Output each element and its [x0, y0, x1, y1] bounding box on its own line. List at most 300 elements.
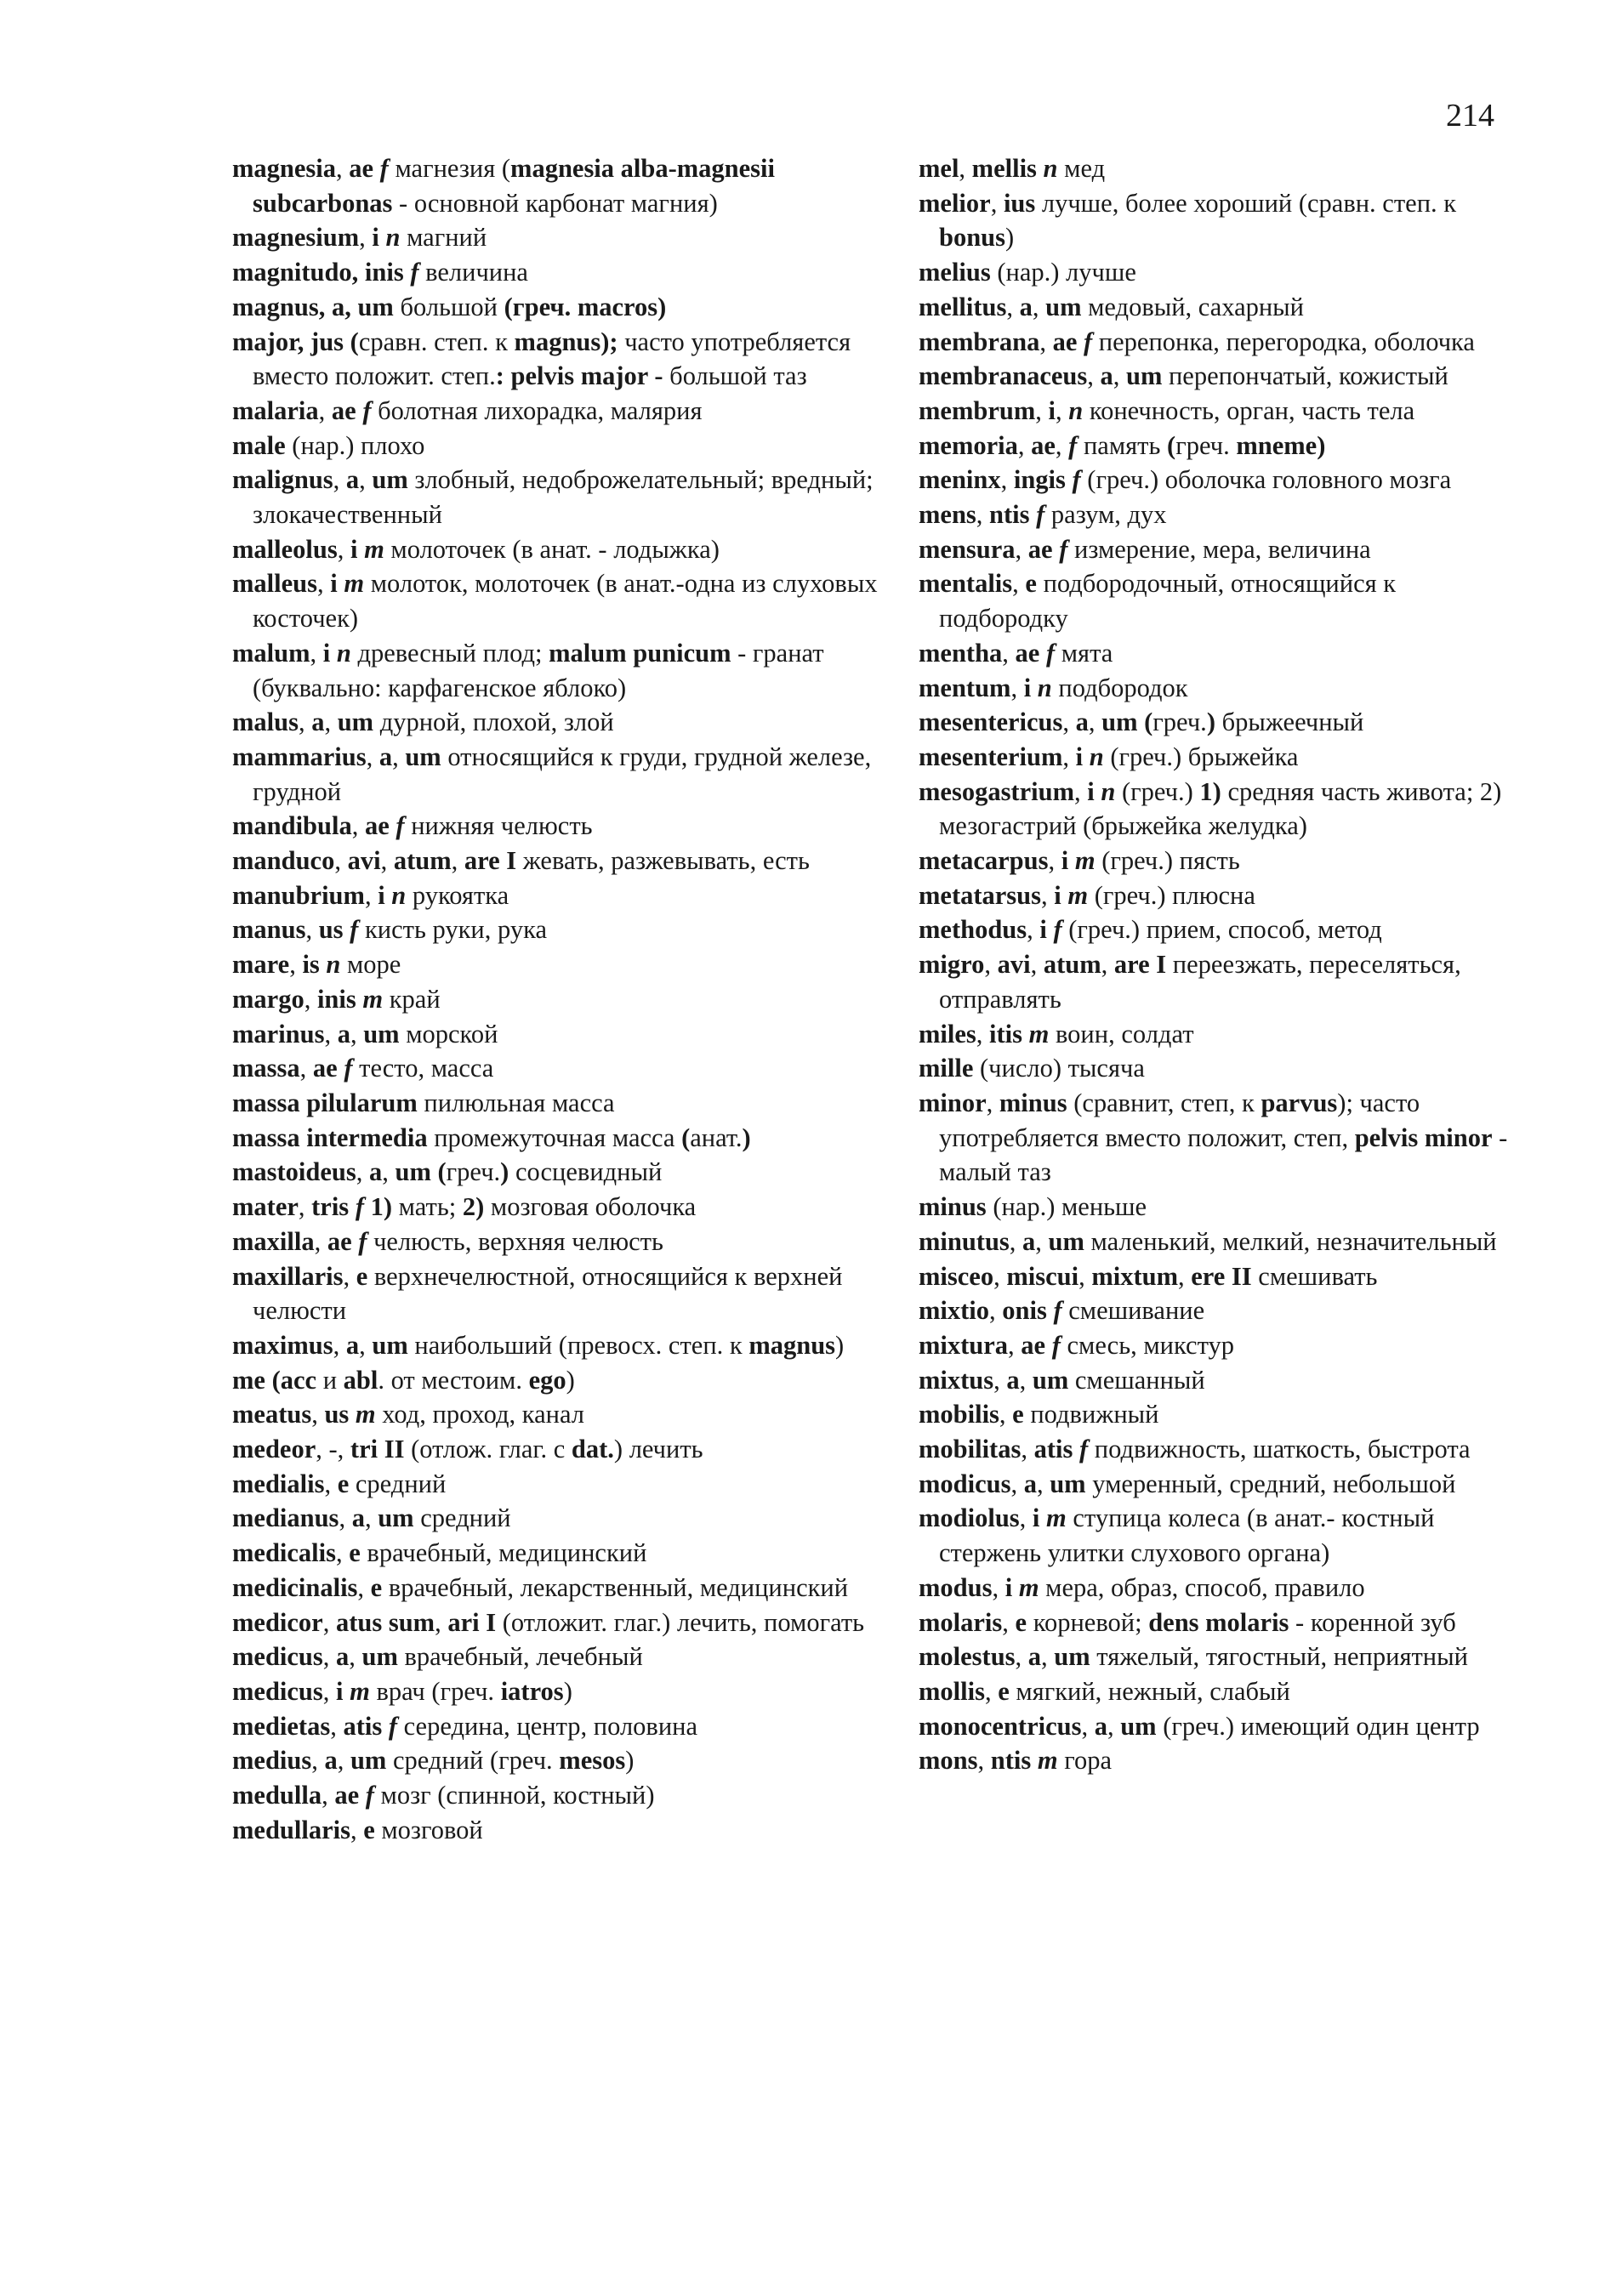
entry-text: (	[404, 1435, 420, 1464]
entry-text: )	[566, 1365, 575, 1395]
entry-term: )	[1206, 708, 1215, 737]
entry-term: ntis	[989, 500, 1037, 530]
entry-term: ere II	[1191, 1261, 1252, 1291]
entry-text: ,	[349, 1642, 362, 1672]
entry-gender: f	[1053, 1296, 1062, 1326]
entry-gender: f	[1068, 430, 1078, 460]
dictionary-entry	[919, 394, 1514, 429]
entry-text: умеренный, средний, небольшой	[1085, 1469, 1456, 1498]
entry-text: лучше, более хороший (сравн. степ. к	[1035, 188, 1463, 218]
entry-term: metacarpus	[919, 846, 1049, 876]
entry-term: atum	[1043, 950, 1101, 980]
entry-term: a	[1023, 1469, 1037, 1498]
dictionary-entry	[232, 1397, 879, 1432]
entry-text: (греч.) плюсна	[1088, 880, 1255, 910]
entry-text: ,	[339, 1503, 352, 1533]
entry-term: malleolus	[232, 534, 338, 564]
entry-text: большой	[393, 292, 504, 321]
entry-term: a	[1006, 1365, 1020, 1395]
entry-text: ,	[993, 1365, 1007, 1395]
entry-term: are I	[1113, 950, 1167, 980]
entry-gender: n	[391, 880, 407, 910]
entry-term: e	[356, 1261, 368, 1291]
entry-text: ,	[1027, 915, 1040, 945]
page-number: 214	[1446, 98, 1494, 134]
entry-term: manubrium	[232, 880, 365, 910]
entry-term: medicinalis	[232, 1572, 358, 1602]
entry-text: мозговой	[374, 1815, 483, 1844]
dictionary-entry	[919, 566, 1514, 635]
entry-text: ) лечить	[613, 1435, 703, 1464]
entry-text: ,	[1035, 1226, 1049, 1256]
entry-text: магнезия (	[388, 154, 511, 183]
entry-gender: f	[1053, 915, 1062, 945]
entry-term: us	[318, 915, 350, 945]
entry-term: parvus	[1261, 1088, 1338, 1117]
entry-text: ступица колеса (в анат.- костный стержень улитки слухового органа)	[939, 1503, 1442, 1568]
entry-text: наибольший (превосх. степ. к	[407, 1330, 749, 1360]
dictionary-entry	[919, 1467, 1514, 1502]
dictionary-entry	[919, 359, 1514, 394]
entry-term: mentha	[919, 638, 1003, 668]
entry-term: mandibula	[232, 811, 352, 841]
entry-term: maxilla	[232, 1226, 315, 1256]
entry-term: i	[1061, 846, 1075, 876]
dictionary-entry	[919, 532, 1514, 567]
dictionary-entry	[919, 1293, 1514, 1328]
entry-text: ,	[322, 1676, 336, 1706]
entry-term: medianus	[232, 1503, 339, 1533]
entry-text: тяжелый, тягостный, неприятный	[1090, 1642, 1468, 1672]
entry-text: )	[625, 1746, 635, 1776]
entry-term: mixtum	[1091, 1261, 1178, 1291]
entry-term: um	[372, 1330, 408, 1360]
dictionary-entry	[919, 1640, 1514, 1674]
dictionary-entry	[232, 1674, 879, 1709]
entry-text: ,	[359, 1330, 373, 1360]
entry-term: marinus	[232, 1019, 325, 1049]
dictionary-entry	[232, 1501, 879, 1536]
dictionary-entry	[232, 1051, 879, 1086]
entry-text: корневой;	[1027, 1607, 1149, 1637]
entry-text: смесь, микстур	[1060, 1330, 1234, 1360]
entry-term: major, jus (	[232, 327, 359, 356]
entry-text: ,	[989, 1296, 1003, 1326]
entry-text: ,	[1010, 1469, 1024, 1498]
entry-text: )	[1005, 223, 1015, 253]
entry-text: ,	[364, 880, 378, 910]
entry-term: mesos	[559, 1746, 626, 1776]
entry-text: мята	[1055, 638, 1113, 668]
dictionary-entry	[919, 912, 1514, 947]
entry-text: ,	[1101, 950, 1114, 980]
entry-term: medullaris	[232, 1815, 350, 1844]
entry-text: ,	[289, 950, 303, 980]
entry-term: magnus);	[514, 327, 625, 356]
entry-text: гора	[1057, 1746, 1112, 1776]
entry-term: mesogastrium	[919, 776, 1074, 806]
entry-term: mollis	[919, 1676, 985, 1706]
entry-term: e	[1015, 1607, 1027, 1637]
entry-text: ,	[1048, 846, 1061, 876]
entry-term: i	[372, 223, 386, 253]
entry-term: i	[1054, 880, 1068, 910]
dictionary-entry	[919, 1571, 1514, 1605]
dictionary-entry	[232, 1432, 879, 1467]
entry-text: средний	[349, 1469, 447, 1498]
entry-text: ,	[1041, 1642, 1055, 1672]
entry-term: melius	[919, 258, 991, 287]
entry-text: ,	[333, 465, 346, 495]
entry-text: ,	[1012, 569, 1026, 599]
entry-text: ,	[359, 465, 373, 495]
entry-text: сосцевидный	[509, 1157, 663, 1187]
entry-text: - основной карбонат магния)	[392, 188, 718, 218]
entry-text: греч.	[1175, 430, 1237, 460]
entry-text: (нар.) плохо	[285, 430, 425, 460]
entry-term: e	[998, 1676, 1010, 1706]
entry-text: нижняя челюсть	[404, 811, 593, 841]
entry-term: um	[372, 465, 408, 495]
entry-term: um (	[395, 1157, 447, 1187]
entry-text: ,	[1062, 742, 1076, 771]
entry-gender: m	[362, 984, 384, 1014]
entry-term: methodus	[919, 915, 1027, 945]
entry-text: измерение, мера, величина	[1067, 534, 1371, 564]
entry-text: молоток, молоточек (в анат.-одна из слуховых косточек)	[253, 569, 885, 634]
entry-text: ,	[977, 1746, 991, 1776]
entry-text: сравн. степ. к	[358, 327, 515, 356]
entry-term: avi	[997, 950, 1031, 980]
entry-term: (	[681, 1122, 691, 1152]
entry-text: (греч.) оболочка головного мозга	[1080, 465, 1452, 495]
entry-text: перепончатый, кожистый	[1162, 361, 1448, 391]
entry-text: ,	[357, 1572, 371, 1602]
entry-term: mare	[232, 950, 290, 980]
entry-term: ae	[327, 1226, 359, 1256]
entry-term: magnesium	[232, 223, 360, 253]
entry-text: ,	[322, 1642, 336, 1672]
dictionary-entry	[919, 775, 1514, 844]
entry-text: медовый, сахарный	[1081, 292, 1304, 321]
entry-term: ae	[1027, 534, 1060, 564]
entry-term: massa	[232, 1054, 300, 1083]
entry-term: um	[1054, 1642, 1090, 1672]
dictionary-entry	[232, 947, 879, 982]
entry-text: ,	[984, 950, 998, 980]
entry-text: ,	[1015, 534, 1028, 564]
entry-term: ae	[334, 1781, 366, 1810]
entry-text: древесный плод;	[350, 638, 549, 668]
dictionary-entry	[232, 151, 879, 220]
entry-term: us	[324, 1400, 356, 1429]
entry-term: ius	[1003, 188, 1036, 218]
entry-term: malignus	[232, 465, 333, 495]
dictionary-entry	[232, 325, 879, 394]
dictionary-entry	[919, 151, 1514, 186]
dictionary-entry	[232, 1259, 879, 1328]
entry-gender: f	[1084, 327, 1093, 356]
entry-term: um	[405, 742, 441, 771]
entry-text: - малый таз	[939, 1122, 1514, 1187]
dictionary-entry	[919, 463, 1514, 497]
entry-text: средний	[413, 1503, 511, 1533]
entry-text: ,	[316, 569, 331, 599]
entry-text: ,	[1002, 638, 1016, 668]
entry-text: ,	[356, 1157, 369, 1187]
dictionary-entry	[232, 1328, 879, 1363]
entry-text: ,	[992, 1572, 1005, 1602]
entry-text: ,	[1062, 708, 1076, 737]
entry-text: и	[316, 1365, 344, 1395]
entry-term: medietas	[232, 1711, 331, 1741]
entry-gender: n	[385, 223, 401, 253]
entry-term: i	[1075, 742, 1090, 771]
entry-gender: m	[1046, 1503, 1067, 1533]
dictionary-entry	[919, 1086, 1514, 1190]
entry-text: переезжать, переселяться, отправлять	[939, 950, 1468, 1014]
entry-term: ae	[1015, 638, 1046, 668]
entry-text: средний (греч.	[386, 1746, 560, 1776]
entry-term: ntis	[990, 1746, 1038, 1776]
entry-text: тесто, масса	[352, 1054, 494, 1083]
entry-term: malum punicum	[549, 638, 731, 668]
entry-term: me (	[232, 1365, 281, 1395]
entry-gender: f	[350, 915, 359, 945]
entry-term: atis	[1033, 1435, 1079, 1464]
entry-gender: f	[396, 811, 405, 841]
dictionary-entry	[232, 809, 879, 844]
entry-term: e	[349, 1538, 361, 1568]
entry-text: ,	[311, 1746, 325, 1776]
entry-term: tri II	[350, 1435, 405, 1464]
entry-term: manus	[232, 915, 306, 945]
entry-text: память	[1077, 430, 1168, 460]
dictionary-entry	[919, 1397, 1514, 1432]
entry-text: перепонка, перегородка, оболочка	[1092, 327, 1475, 356]
entry-text: , -,	[316, 1435, 350, 1464]
entry-term: a	[336, 1642, 350, 1672]
entry-text: ,	[1009, 1226, 1023, 1256]
entry-term: migro	[919, 950, 985, 980]
entry-term: meninx	[919, 465, 1001, 495]
entry-term: e	[337, 1469, 350, 1498]
entry-term: magnesia	[232, 154, 336, 183]
entry-term: ae	[1052, 327, 1084, 356]
entry-term: um	[1120, 1711, 1157, 1741]
entry-text: ,	[1039, 327, 1053, 356]
dictionary-entry	[919, 325, 1514, 360]
dictionary-entry	[919, 429, 1514, 463]
entry-term: mobilitas	[919, 1435, 1022, 1464]
entry-text: врачебный, лечебный	[397, 1642, 643, 1672]
entry-term: minus	[999, 1088, 1067, 1117]
entry-gender: f	[379, 154, 389, 183]
entry-term: modiolus	[919, 1503, 1020, 1533]
entry-text: (греч.) прием, способ, метод	[1061, 915, 1382, 945]
entry-text: край	[383, 984, 441, 1014]
entry-gender: n	[1043, 154, 1058, 183]
entry-term: modicus	[919, 1469, 1011, 1498]
dictionary-entry	[232, 1571, 879, 1605]
entry-text: ,	[324, 1469, 338, 1498]
entry-term: mastoideus	[232, 1157, 356, 1187]
dictionary-entry	[232, 1155, 879, 1190]
entry-term: miscui	[1006, 1261, 1079, 1291]
entry-text: ,	[298, 708, 312, 737]
entry-text: морской	[399, 1019, 498, 1049]
dictionary-entry	[232, 566, 885, 635]
entry-text: (греч.) пясть	[1095, 846, 1240, 876]
entry-text: ,	[310, 638, 323, 668]
entry-term: mellitus	[919, 292, 1007, 321]
entry-term: itis	[989, 1019, 1029, 1049]
entry-text: челюсть, верхняя челюсть	[367, 1226, 663, 1256]
dictionary-entry	[232, 220, 879, 255]
entry-text: ,	[1006, 292, 1020, 321]
dictionary-entry	[919, 844, 1514, 878]
entry-term: metatarsus	[919, 880, 1041, 910]
entry-term: ae	[1031, 430, 1056, 460]
entry-term: margo	[232, 984, 304, 1014]
entry-text: ,	[1032, 292, 1046, 321]
entry-term: um	[1050, 1469, 1086, 1498]
entry-term: e	[1012, 1400, 1024, 1429]
entry-gender: n	[336, 638, 351, 668]
entry-term: dat.	[571, 1435, 614, 1464]
entry-term: dens molaris	[1148, 1607, 1289, 1637]
entry-term: medicus	[232, 1642, 323, 1672]
entry-term: molaris	[919, 1607, 1003, 1637]
entry-term: i	[1087, 776, 1101, 806]
entry-gender: n	[326, 950, 341, 980]
entry-text: ,	[1036, 1469, 1050, 1498]
entry-text: промежуточная масса	[427, 1122, 682, 1152]
entry-text: ,	[999, 1400, 1013, 1429]
dictionary-entry	[232, 705, 879, 740]
entry-term: mentalis	[919, 569, 1013, 599]
entry-term: iatros	[500, 1676, 564, 1706]
entry-term: mellis	[971, 154, 1044, 183]
entry-term: membrana	[919, 327, 1040, 356]
entry-text: мозговая оболочка	[484, 1192, 697, 1222]
entry-term: is	[302, 950, 327, 980]
entry-text: (нар.) лучше	[990, 258, 1136, 287]
entry-term: um	[350, 1746, 387, 1776]
entry-text: ,	[1073, 776, 1088, 806]
entry-gender: f	[362, 395, 372, 425]
entry-text: кисть руки, рука	[358, 915, 547, 945]
entry-text: смешивать	[1251, 1261, 1378, 1291]
entry-gender: f	[358, 1226, 367, 1256]
entry-term: um	[363, 1019, 400, 1049]
entry-gender: f	[344, 1054, 353, 1083]
dictionary-entry	[232, 1086, 879, 1121]
dictionary-entry	[919, 1225, 1514, 1259]
entry-term: mater	[232, 1192, 299, 1222]
entry-term: um (	[1101, 708, 1153, 737]
dictionary-entry	[232, 740, 879, 809]
entry-term: manduco	[232, 846, 335, 876]
entry-term: e	[363, 1815, 375, 1844]
entry-term: )	[500, 1157, 509, 1187]
entry-text: ,	[337, 534, 350, 564]
entry-term: minor	[919, 1088, 987, 1117]
dictionary-entry	[232, 255, 879, 290]
dictionary-entry	[232, 1709, 879, 1744]
entry-text: ,	[1088, 708, 1102, 737]
entry-text: ,	[1015, 1642, 1028, 1672]
entry-term: meatus	[232, 1400, 312, 1429]
entry-term: maxillaris	[232, 1261, 344, 1291]
entry-text: ,	[305, 915, 319, 945]
entry-text: брыжеечный	[1215, 708, 1364, 737]
entry-gender: m	[1067, 880, 1089, 910]
entry-term: malum	[232, 638, 310, 668]
dictionary-entry	[919, 636, 1514, 671]
entry-gender: f	[365, 1781, 374, 1810]
entry-term: mille	[919, 1054, 974, 1083]
entry-term: a	[1022, 1226, 1036, 1256]
entry-text: ,	[1000, 465, 1014, 495]
entry-term: i	[1023, 673, 1038, 702]
dictionary-entry	[232, 1190, 879, 1225]
entry-text: мать;	[392, 1192, 463, 1222]
entry-term: male	[232, 430, 286, 460]
dictionary-entry	[232, 1225, 879, 1259]
dictionary-entry	[919, 255, 1514, 290]
entry-term: ae	[1021, 1330, 1052, 1360]
dictionary-entry	[232, 844, 879, 878]
dictionary-entry	[232, 1813, 879, 1848]
entry-term: mens	[919, 500, 976, 530]
entry-text: ,	[1019, 1503, 1033, 1533]
entry-text: большой таз	[669, 361, 807, 391]
entry-text: ,	[318, 395, 332, 425]
dictionary-entry	[232, 912, 879, 947]
entry-text: величина	[418, 258, 528, 287]
entry-text: (греч.) брыжейка	[1103, 742, 1299, 771]
entry-term: ae	[312, 1054, 344, 1083]
entry-text: ,	[314, 1226, 327, 1256]
entry-text: ,	[1021, 1435, 1034, 1464]
dictionary-entry	[232, 636, 879, 705]
dictionary-entry	[232, 1467, 879, 1502]
entry-text: ,	[337, 1746, 350, 1776]
entry-term: a	[351, 1503, 365, 1533]
entry-text: ,	[359, 223, 373, 253]
entry-term: mixtio	[919, 1296, 990, 1326]
entry-text: ,	[380, 846, 394, 876]
entry-text: ,	[1035, 395, 1049, 425]
dictionary-entry	[232, 429, 879, 463]
entry-text: ,	[1002, 1607, 1016, 1637]
dictionary-entry	[919, 1501, 1514, 1570]
entry-term: e	[1025, 569, 1037, 599]
entry-term: misceo	[919, 1261, 994, 1291]
entry-text: ); часто употребляется вместо положит, степ,	[939, 1088, 1426, 1152]
entry-term: mneme)	[1236, 430, 1326, 460]
entry-text: конечность, орган, часть тела	[1083, 395, 1415, 425]
entry-term: medicus	[232, 1676, 323, 1706]
entry-term: avi	[347, 846, 381, 876]
entry-text: ,	[322, 1781, 335, 1810]
entry-text: греч.	[446, 1157, 501, 1187]
entry-term: a	[345, 1330, 360, 1360]
dictionary-entry	[919, 1190, 1514, 1225]
left-column	[232, 151, 885, 1847]
entry-term: modus	[919, 1572, 993, 1602]
